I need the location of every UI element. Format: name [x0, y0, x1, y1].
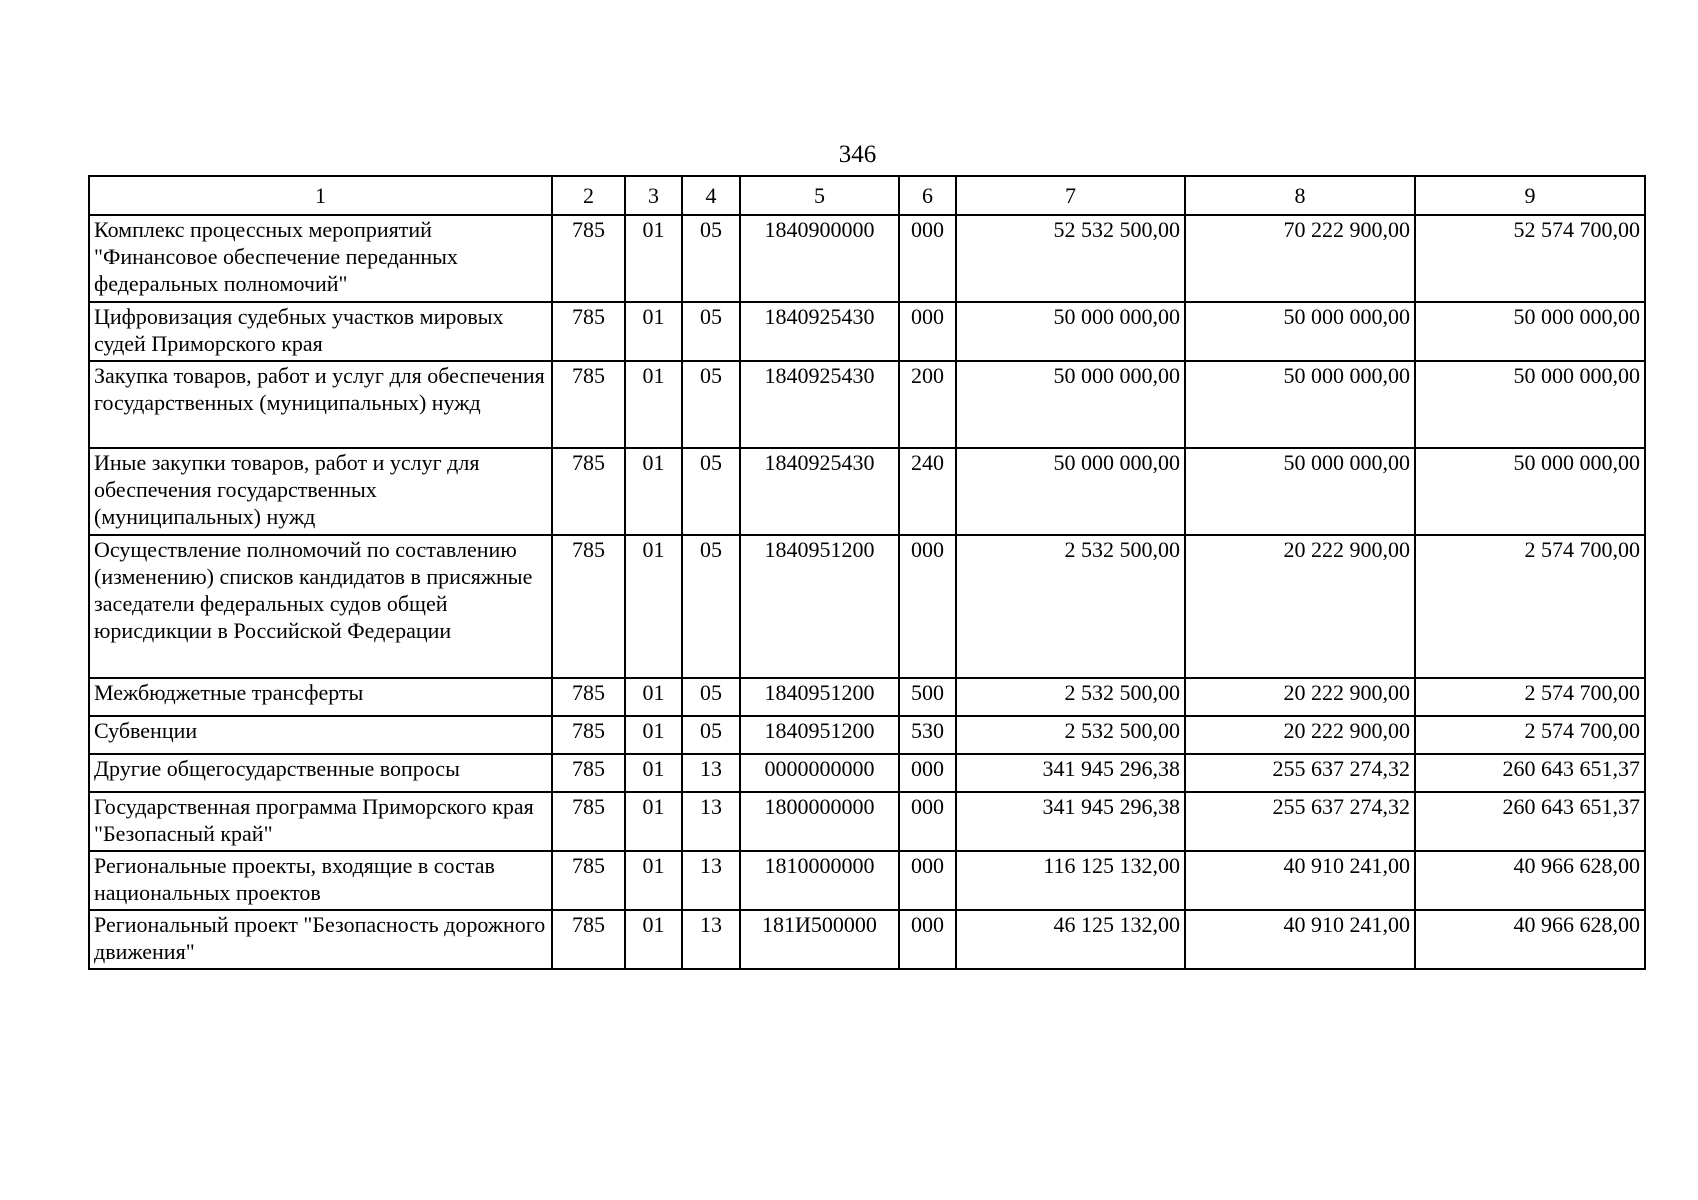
row-amount-col9: 52 574 700,00: [1415, 215, 1645, 302]
row-ved-code: 785: [552, 910, 625, 969]
table-row: [89, 792, 1645, 851]
row-name: Субвенции: [89, 716, 552, 754]
row-amount-col9: 2 574 700,00: [1415, 535, 1645, 678]
row-subsection-code: 05: [682, 302, 740, 361]
header-cell: 4: [682, 176, 740, 215]
row-amount-col8: 70 222 900,00: [1185, 215, 1415, 302]
row-expense-type-code: 000: [899, 302, 956, 361]
row-expense-type-code: 000: [899, 851, 956, 910]
row-amount-col8: 50 000 000,00: [1185, 361, 1415, 448]
row-section-code: 01: [625, 535, 682, 678]
row-section-code: 01: [625, 851, 682, 910]
row-section-code: 01: [625, 792, 682, 851]
row-target-article-code: 0000000000: [740, 754, 899, 792]
row-name: Закупка товаров, работ и услуг для обеспечения государственных (муниципальных) нужд: [89, 361, 552, 448]
row-amount-col8: 40 910 241,00: [1185, 910, 1415, 969]
row-expense-type-code: 000: [899, 215, 956, 302]
row-expense-type-code: 200: [899, 361, 956, 448]
table-row: [89, 716, 1645, 754]
row-subsection-code: 05: [682, 361, 740, 448]
header-cell: 2: [552, 176, 625, 215]
row-section-code: 01: [625, 910, 682, 969]
row-section-code: 01: [625, 716, 682, 754]
page-number: 346: [838, 141, 877, 168]
row-ved-code: 785: [552, 678, 625, 716]
row-name: Другие общегосударственные вопросы: [89, 754, 552, 792]
row-subsection-code: 05: [682, 678, 740, 716]
row-amount-col8: 40 910 241,00: [1185, 851, 1415, 910]
row-amount-col8: 50 000 000,00: [1185, 448, 1415, 535]
row-subsection-code: 05: [682, 535, 740, 678]
row-amount-col8: 20 222 900,00: [1185, 716, 1415, 754]
row-expense-type-code: 000: [899, 535, 956, 678]
row-amount-col7: 50 000 000,00: [956, 448, 1185, 535]
table-row: [89, 302, 1645, 361]
row-section-code: 01: [625, 754, 682, 792]
table-row: [89, 215, 1645, 302]
row-ved-code: 785: [552, 535, 625, 678]
row-section-code: 01: [625, 302, 682, 361]
row-amount-col7: 50 000 000,00: [956, 361, 1185, 448]
row-amount-col9: 50 000 000,00: [1415, 448, 1645, 535]
row-name: Государственная программа Приморского края "Безопасный край": [89, 792, 552, 851]
row-target-article-code: 1840925430: [740, 361, 899, 448]
row-expense-type-code: 500: [899, 678, 956, 716]
row-target-article-code: 1810000000: [740, 851, 899, 910]
row-expense-type-code: 530: [899, 716, 956, 754]
header-cell: 8: [1185, 176, 1415, 215]
row-target-article-code: 1800000000: [740, 792, 899, 851]
row-amount-col7: 116 125 132,00: [956, 851, 1185, 910]
row-ved-code: 785: [552, 851, 625, 910]
row-expense-type-code: 000: [899, 910, 956, 969]
row-subsection-code: 05: [682, 215, 740, 302]
row-target-article-code: 1840925430: [740, 302, 899, 361]
row-target-article-code: 1840925430: [740, 448, 899, 535]
row-target-article-code: 181И500000: [740, 910, 899, 969]
table-header-row: [89, 176, 1645, 215]
row-name: Региональный проект "Безопасность дорожного движения": [89, 910, 552, 969]
row-target-article-code: 1840951200: [740, 678, 899, 716]
row-amount-col9: 40 966 628,00: [1415, 851, 1645, 910]
row-amount-col7: 52 532 500,00: [956, 215, 1185, 302]
table-row: [89, 448, 1645, 535]
row-amount-col9: 50 000 000,00: [1415, 302, 1645, 361]
row-name: Цифровизация судебных участков мировых судей Приморского края: [89, 302, 552, 361]
row-section-code: 01: [625, 678, 682, 716]
row-name: Региональные проекты, входящие в состав национальных проектов: [89, 851, 552, 910]
row-ved-code: 785: [552, 215, 625, 302]
row-expense-type-code: 000: [899, 754, 956, 792]
row-expense-type-code: 240: [899, 448, 956, 535]
row-amount-col7: 2 532 500,00: [956, 678, 1185, 716]
row-amount-col9: 50 000 000,00: [1415, 361, 1645, 448]
table-row: [89, 678, 1645, 716]
row-amount-col9: 260 643 651,37: [1415, 792, 1645, 851]
row-amount-col9: 260 643 651,37: [1415, 754, 1645, 792]
row-amount-col9: 2 574 700,00: [1415, 678, 1645, 716]
header-cell: 1: [89, 176, 552, 215]
row-subsection-code: 13: [682, 792, 740, 851]
row-amount-col8: 50 000 000,00: [1185, 302, 1415, 361]
row-amount-col9: 40 966 628,00: [1415, 910, 1645, 969]
header-cell: 6: [899, 176, 956, 215]
row-ved-code: 785: [552, 754, 625, 792]
row-subsection-code: 13: [682, 851, 740, 910]
row-amount-col7: 46 125 132,00: [956, 910, 1185, 969]
row-expense-type-code: 000: [899, 792, 956, 851]
header-cell: 5: [740, 176, 899, 215]
table-row: [89, 361, 1645, 448]
row-amount-col8: 255 637 274,32: [1185, 754, 1415, 792]
row-subsection-code: 05: [682, 448, 740, 535]
row-amount-col7: 341 945 296,38: [956, 792, 1185, 851]
row-ved-code: 785: [552, 792, 625, 851]
header-cell: 3: [625, 176, 682, 215]
row-amount-col8: 20 222 900,00: [1185, 678, 1415, 716]
row-ved-code: 785: [552, 361, 625, 448]
row-amount-col7: 50 000 000,00: [956, 302, 1185, 361]
table-row: [89, 535, 1645, 678]
row-ved-code: 785: [552, 448, 625, 535]
row-subsection-code: 13: [682, 910, 740, 969]
row-ved-code: 785: [552, 302, 625, 361]
table-row: [89, 754, 1645, 792]
row-name: Осуществление полномочий по составлению (изменению) списков кандидатов в присяжные заседатели федеральных судов общей юрисдикции в Российской Федерации: [89, 535, 552, 678]
row-subsection-code: 13: [682, 754, 740, 792]
table-row: [89, 910, 1645, 969]
row-section-code: 01: [625, 361, 682, 448]
row-target-article-code: 1840951200: [740, 716, 899, 754]
row-amount-col8: 20 222 900,00: [1185, 535, 1415, 678]
row-amount-col9: 2 574 700,00: [1415, 716, 1645, 754]
row-amount-col7: 2 532 500,00: [956, 716, 1185, 754]
row-target-article-code: 1840951200: [740, 535, 899, 678]
row-section-code: 01: [625, 215, 682, 302]
header-cell: 7: [956, 176, 1185, 215]
row-name: Межбюджетные трансферты: [89, 678, 552, 716]
row-section-code: 01: [625, 448, 682, 535]
row-target-article-code: 1840900000: [740, 215, 899, 302]
row-amount-col7: 341 945 296,38: [956, 754, 1185, 792]
table-row: [89, 851, 1645, 910]
budget-table: [88, 175, 1646, 970]
row-ved-code: 785: [552, 716, 625, 754]
row-amount-col8: 255 637 274,32: [1185, 792, 1415, 851]
row-name: Иные закупки товаров, работ и услуг для обеспечения государственных (муниципальных) нужд: [89, 448, 552, 535]
table-body: [89, 215, 1645, 969]
row-subsection-code: 05: [682, 716, 740, 754]
header-cell: 9: [1415, 176, 1645, 215]
row-amount-col7: 2 532 500,00: [956, 535, 1185, 678]
row-name: Комплекс процессных мероприятий "Финансовое обеспечение переданных федеральных полномочий": [89, 215, 552, 302]
